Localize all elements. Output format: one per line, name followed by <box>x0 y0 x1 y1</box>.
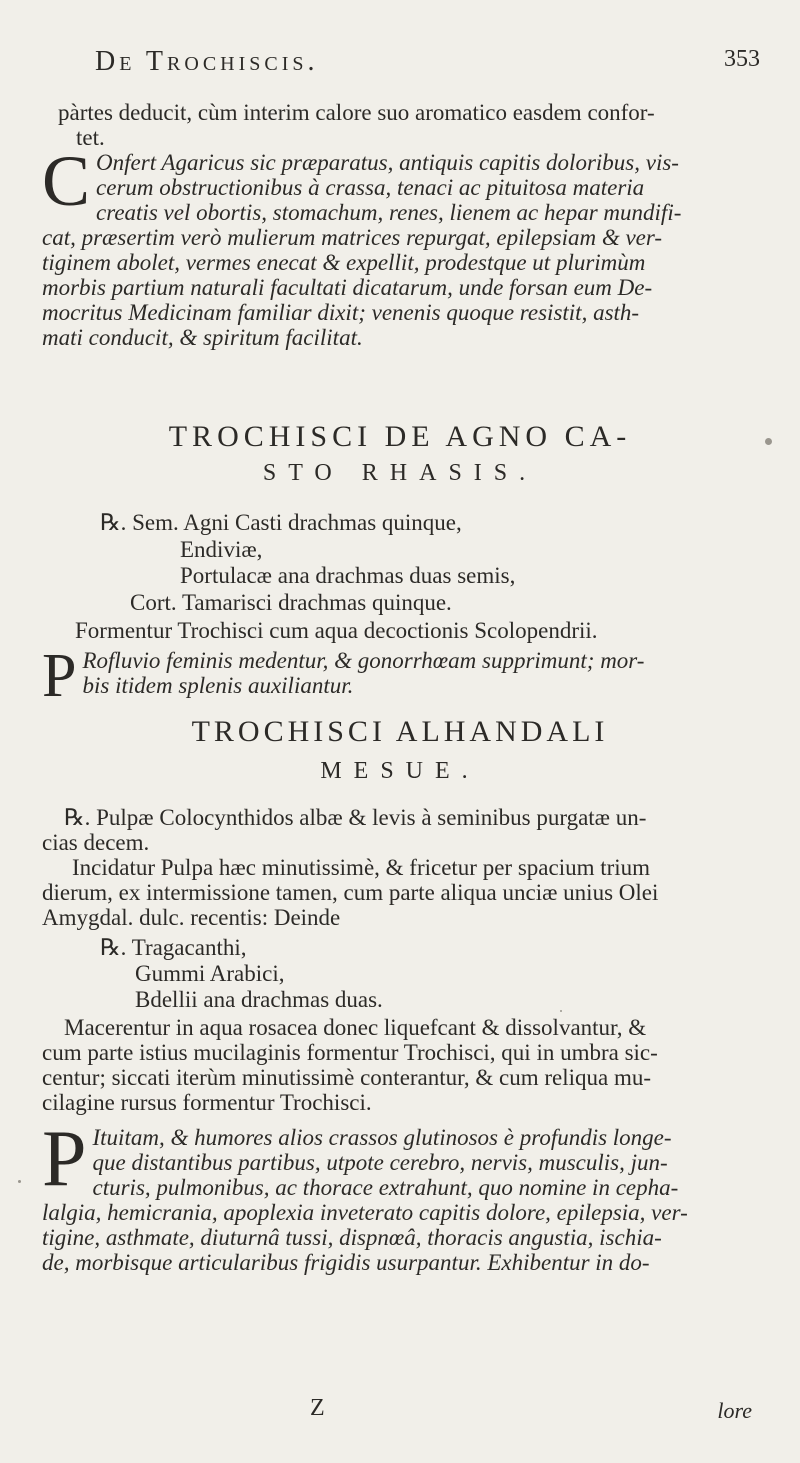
section-title: TROCHISCI ALHANDALI <box>191 715 609 748</box>
text-line: cturis, pulmonibus, ac thorace extrahunt, quo nomine in cepha- <box>92 1175 679 1200</box>
drop-cap: C <box>42 141 91 221</box>
text-line: morbis partium naturali facultati dicatarum, unde forsan eum De- <box>42 275 653 300</box>
text-line: Rofluvio feminis medentur, & gonorrhœam supprimunt; mor- <box>82 648 645 673</box>
page-number: 353 <box>724 46 760 72</box>
text-line: Incidatur Pulpa hæc minutissimè, & fricetur per spacium trium <box>72 855 651 880</box>
text-line: tet. <box>76 125 105 150</box>
drop-cap: P <box>42 1115 87 1203</box>
text-line: pàrtes deducit, cùm interim calore suo aromatico easdem confor- <box>58 100 655 125</box>
text-line: creatis vel obortis, stomachum, renes, lienem ac hepar mundifi- <box>96 200 682 225</box>
text-line: cum parte istius mucilaginis formentur Trochisci, qui in umbra sic- <box>42 1040 658 1065</box>
paper-speck <box>765 438 772 445</box>
text-line: tiginem abolet, vermes enecat & expellit, prodestque ut plurimùm <box>42 250 646 275</box>
text-line: Macerentur in aqua rosacea donec liquefcant & dissolvantur, & <box>64 1015 647 1040</box>
text-line: cilagine rursus formentur Trochisci. <box>42 1090 372 1115</box>
section2-after <box>42 1015 762 1115</box>
section-subtitle: MESUE. <box>320 758 480 784</box>
catchword: lore <box>717 1398 752 1423</box>
text-line: cerum obstructionibus à crassa, tenaci ac pituitosa materia <box>96 175 645 200</box>
text-line: Amygdal. dulc. recentis: Deinde <box>42 905 341 930</box>
text-line: mati conducit, & spiritum facilitat. <box>42 325 363 350</box>
running-head: De Trochiscis. <box>95 46 319 77</box>
text-line: que distantibus partibus, utpote cerebro, nervis, musculis, jun- <box>92 1150 668 1175</box>
section1-usage <box>42 642 762 710</box>
section-subtitle: STO RHASIS. <box>262 460 538 486</box>
text-line: dierum, ex intermissione tamen, cum parte aliqua unciæ unius Olei <box>42 880 659 905</box>
section-title: TROCHISCI DE AGNO CA- <box>168 420 632 453</box>
intro-paragraph <box>58 100 758 150</box>
text-line: Onfert Agaricus sic præparatus, antiquis capitis doloribus, vis- <box>96 150 679 175</box>
text-line: Ituitam, & humores alios crassos glutinosos è profundis longe- <box>92 1125 672 1150</box>
section2-body <box>42 805 762 930</box>
text-line: cias decem. <box>42 830 150 855</box>
paper-speck <box>18 1180 21 1183</box>
text-line: lalgia, hemicrania, apoplexia inveterato capitis dolore, epilepsia, ver- <box>42 1200 688 1225</box>
text-line: centur; siccati iterùm minutissimè conterantur, & cum reliqua mu- <box>42 1065 652 1090</box>
recipe-line: ℞. Tragacanthi, <box>100 935 247 960</box>
section2-usage <box>42 1115 762 1275</box>
agaricus-paragraph <box>42 141 762 350</box>
recipe-line: ℞. Sem. Agni Casti drachmas quinque, <box>100 510 462 535</box>
drop-cap: P <box>42 642 77 710</box>
recipe-instruction: Formentur Trochisci cum aqua decoctionis Scolopendrii. <box>75 618 598 643</box>
text-line: bis itidem splenis auxiliantur. <box>82 673 354 698</box>
signature-mark: Z <box>310 1395 325 1421</box>
text-line: ℞. Pulpæ Colocynthidos albæ & levis à seminibus purgatæ un- <box>64 805 647 830</box>
paper-speck <box>560 1010 562 1012</box>
text-line: tigine, asthmate, diuturnâ tussi, dispnœâ, thoracis angustia, ischia- <box>42 1225 662 1250</box>
recipe-line: Bdellii ana drachmas duas. <box>135 987 383 1012</box>
recipe-line: Endiviæ, <box>180 537 263 562</box>
recipe-line: Portulacæ ana drachmas duas semis, <box>180 563 516 588</box>
text-line: mocritus Medicinam familiar dixit; venenis quoque resistit, asth- <box>42 300 640 325</box>
text-line: de, morbisque articularibus frigidis usurpantur. Exhibentur in do- <box>42 1250 650 1275</box>
recipe-line: Cort. Tamarisci drachmas quinque. <box>130 590 452 615</box>
text-line: cat, præsertim verò mulierum matrices repurgat, epilepsiam & ver- <box>42 225 663 250</box>
page-header <box>60 40 760 100</box>
recipe-line: Gummi Arabici, <box>135 961 285 986</box>
